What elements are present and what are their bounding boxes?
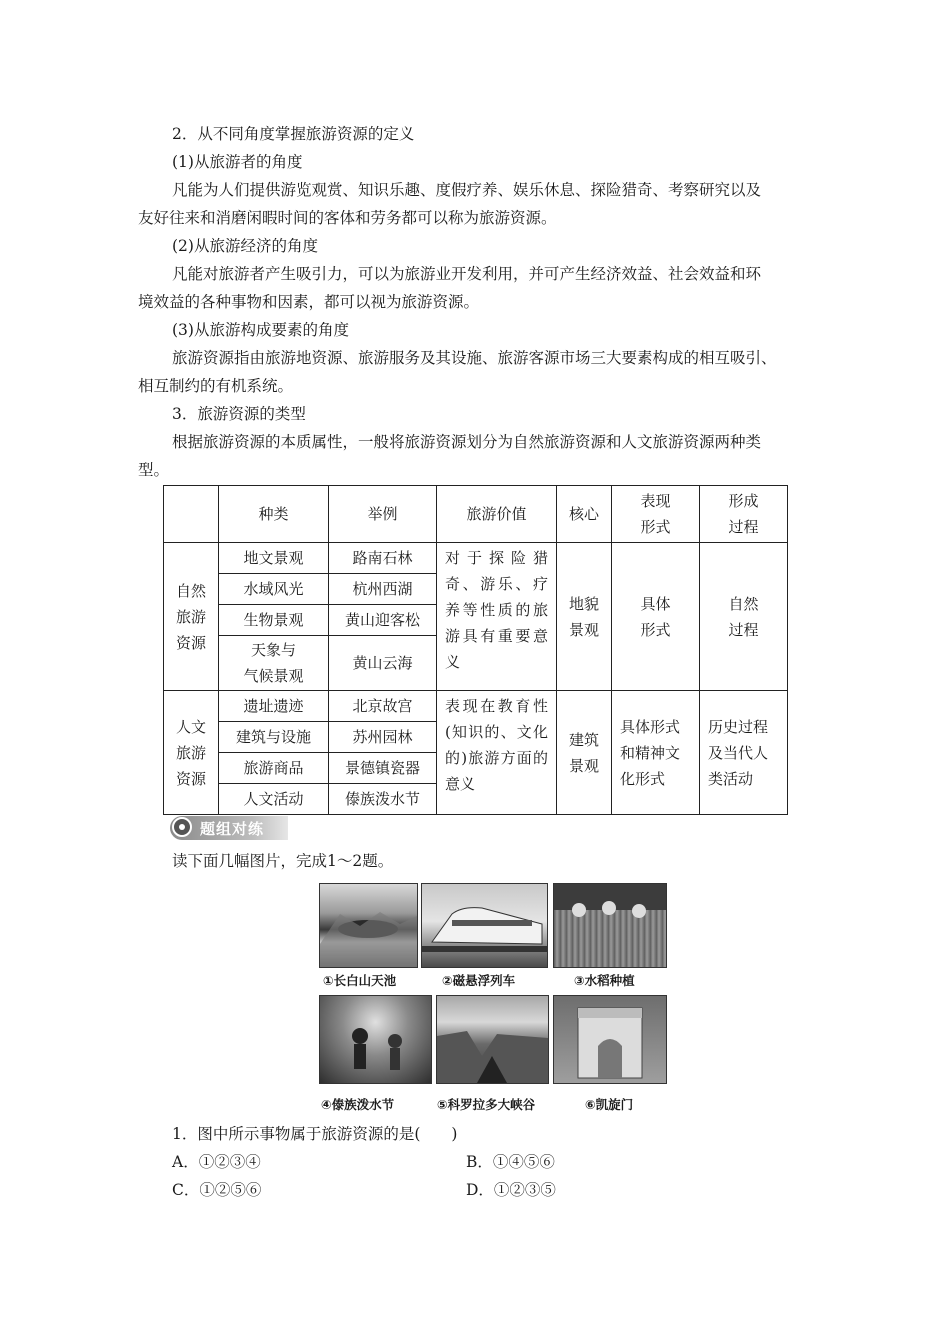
caption-canyon: ⑤科罗拉多大峡谷 (437, 1097, 536, 1112)
kind-cell: 旅游商品 (219, 753, 329, 784)
kind-cell: 天象与 气候景观 (219, 636, 329, 691)
example-cell: 苏州园林 (329, 722, 437, 753)
festival-illustration (320, 996, 431, 1083)
natural-form-cell: 具体 形式 (612, 543, 700, 691)
section3-heading: 3．旅游资源的类型 (172, 405, 306, 423)
paragraph-line: 根据旅游资源的本质属性，一般将旅游资源划分为自然旅游资源和人文旅游资源两种类 (172, 433, 762, 451)
cultural-process-cell: 历史过程 及当代人 类活动 (700, 691, 788, 815)
photo-rice (553, 883, 667, 968)
caption-tianchi: ①长白山天池 (323, 973, 397, 988)
header-process: 形成 过程 (700, 486, 788, 543)
example-cell: 黄山云海 (329, 636, 437, 691)
caption-rice: ③水稻种植 (574, 973, 635, 988)
example-cell: 景德镇瓷器 (329, 753, 437, 784)
natural-value-cell: 对于探险猎奇、游乐、疗养等性质的旅游具有重要意义 (437, 543, 557, 691)
photo-maglev (421, 883, 548, 968)
option-c[interactable]: C．①②⑤⑥ (172, 1181, 262, 1199)
header-core: 核心 (557, 486, 612, 543)
table-row (164, 543, 788, 574)
target-icon (172, 817, 192, 837)
practice-badge (170, 816, 288, 840)
option-b[interactable]: B．①④⑤⑥ (466, 1153, 555, 1171)
kind-cell: 地文景观 (219, 543, 329, 574)
kind-cell: 建筑与设施 (219, 722, 329, 753)
kind-cell: 遗址遗迹 (219, 691, 329, 722)
subheading-economy: (2)从旅游经济的角度 (172, 237, 318, 255)
header-value: 旅游价值 (437, 486, 557, 543)
photo-water-festival (319, 995, 432, 1084)
caption-maglev: ②磁悬浮列车 (442, 973, 516, 988)
header-example: 举例 (329, 486, 437, 543)
paragraph-line: 旅游资源指由旅游地资源、旅游服务及其设施、旅游客源市场三大要素构成的相互吸引、 (172, 349, 777, 367)
paragraph-line: 型。 (138, 461, 170, 479)
example-cell: 傣族泼水节 (329, 784, 437, 815)
cultural-value-cell: 表现在教育性(知识的、文化的)旅游方面的意义 (437, 691, 557, 815)
cultural-group-cell: 人文 旅游 资源 (164, 691, 219, 815)
canyon-illustration (437, 996, 548, 1083)
paragraph-line: 境效益的各种事物和因素，都可以视为旅游资源。 (138, 293, 480, 311)
paragraph-line: 友好往来和消磨闲暇时间的客体和劳务都可以称为旅游资源。 (138, 209, 557, 227)
caption-water-festival: ④傣族泼水节 (321, 1097, 395, 1112)
photo-canyon (436, 995, 549, 1084)
example-cell: 杭州西湖 (329, 574, 437, 605)
practice-intro: 读下面几幅图片，完成1～2题。 (172, 852, 394, 870)
paragraph-line: 相互制约的有机系统。 (138, 377, 294, 395)
example-cell: 黄山迎客松 (329, 605, 437, 636)
natural-process-cell: 自然 过程 (700, 543, 788, 691)
lake-illustration (320, 884, 417, 967)
kind-cell: 水域风光 (219, 574, 329, 605)
cultural-form-cell: 具体形式 和精神文 化形式 (612, 691, 700, 815)
natural-core-cell: 地貌 景观 (557, 543, 612, 691)
cultural-core-cell: 建筑 景观 (557, 691, 612, 815)
header-form: 表现 形式 (612, 486, 700, 543)
train-illustration (422, 884, 547, 967)
resource-type-table (163, 485, 788, 815)
table-row (164, 691, 788, 722)
photo-tianchi (319, 883, 418, 968)
natural-group-cell: 自然 旅游 资源 (164, 543, 219, 691)
section2-heading: 2．从不同角度掌握旅游资源的定义 (172, 125, 415, 143)
caption-arc: ⑥凯旋门 (585, 1097, 634, 1112)
header-empty (164, 486, 219, 543)
farmers-illustration (554, 884, 666, 967)
kind-cell: 生物景观 (219, 605, 329, 636)
subheading-elements: (3)从旅游构成要素的角度 (172, 321, 349, 339)
example-cell: 北京故宫 (329, 691, 437, 722)
option-d[interactable]: D．①②③⑤ (466, 1181, 556, 1199)
header-kind: 种类 (219, 486, 329, 543)
example-cell: 路南石林 (329, 543, 437, 574)
kind-cell: 人文活动 (219, 784, 329, 815)
question-1: 1．图中所示事物属于旅游资源的是( ) (172, 1125, 458, 1143)
paragraph-line: 凡能对旅游者产生吸引力，可以为旅游业开发利用，并可产生经济效益、社会效益和环 (172, 265, 762, 283)
option-a[interactable]: A．①②③④ (172, 1153, 261, 1171)
arch-illustration (554, 996, 666, 1083)
paragraph-line: 凡能为人们提供游览观赏、知识乐趣、度假疗养、娱乐休息、探险猎奇、考察研究以及 (172, 181, 762, 199)
subheading-tourist: (1)从旅游者的角度 (172, 153, 303, 171)
table-header-row (164, 486, 788, 543)
photo-arc (553, 995, 667, 1084)
badge-label: 题组对练 (200, 820, 265, 838)
